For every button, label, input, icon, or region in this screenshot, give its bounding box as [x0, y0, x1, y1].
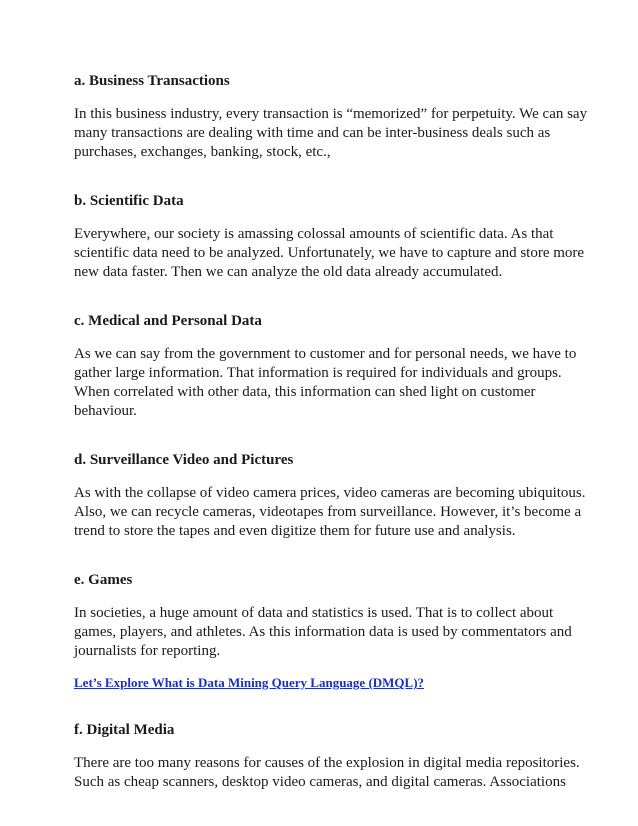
section-paragraph [74, 105, 588, 162]
paragraph-line: scientific data need to be analyzed. Unfortunately, we have to capture and store more [74, 245, 585, 261]
section-paragraph [74, 345, 577, 421]
section-games [74, 571, 574, 721]
paragraph-line: As we can say from the government to customer and for personal needs, we have to [74, 346, 577, 362]
paragraph-line: behaviour. [74, 403, 137, 419]
section-heading: b. Scientific Data [74, 193, 184, 209]
paragraph-line: games, players, and athletes. As this information data is used by commentators and [74, 624, 572, 640]
section-paragraph [74, 604, 574, 661]
section-medical-personal-data [74, 312, 577, 451]
section-paragraph [74, 754, 580, 792]
section-heading: f. Digital Media [74, 722, 175, 738]
paragraph-line: When correlated with other data, this information can shed light on customer [74, 384, 536, 400]
section-heading: d. Surveillance Video and Pictures [74, 452, 294, 468]
paragraph-line: Everywhere, our society is amassing colossal amounts of scientific data. As that [74, 226, 554, 242]
paragraph-line: There are too many reasons for causes of the explosion in digital media repositories. [74, 755, 580, 771]
section-paragraph [74, 225, 585, 282]
section-heading: c. Medical and Personal Data [74, 313, 262, 329]
paragraph-line: trend to store the tapes and even digitize them for future use and analysis. [74, 523, 516, 539]
paragraph-line: new data faster. Then we can analyze the old data already accumulated. [74, 264, 503, 280]
section-surveillance-video [74, 451, 586, 571]
document-page [74, 72, 588, 792]
paragraph-line: As with the collapse of video camera prices, video cameras are becoming ubiquitous. [74, 485, 586, 501]
section-scientific-data [74, 192, 585, 312]
section-digital-media [74, 721, 580, 792]
paragraph-line: In this business industry, every transaction is “memorized” for perpetuity. We can say [74, 106, 588, 122]
section-heading: a. Business Transactions [74, 73, 230, 89]
paragraph-line: Such as cheap scanners, desktop video cameras, and digital cameras. Associations [74, 774, 566, 790]
paragraph-line: In societies, a huge amount of data and statistics is used. That is to collect about [74, 605, 554, 621]
paragraph-line: journalists for reporting. [74, 643, 221, 659]
section-business-transactions [74, 72, 588, 192]
paragraph-line: Also, we can recycle cameras, videotapes from surveillance. However, it’s become a [74, 504, 582, 520]
paragraph-line: gather large information. That information is required for individuals and groups. [74, 365, 562, 381]
paragraph-line: many transactions are dealing with time and can be inter-business deals such as [74, 125, 551, 141]
section-heading: e. Games [74, 572, 133, 588]
paragraph-line: purchases, exchanges, banking, stock, etc., [74, 144, 331, 160]
dmql-article-link[interactable]: Let’s Explore What is Data Mining Query Language (DMQL)? [74, 675, 425, 690]
section-paragraph [74, 484, 586, 541]
